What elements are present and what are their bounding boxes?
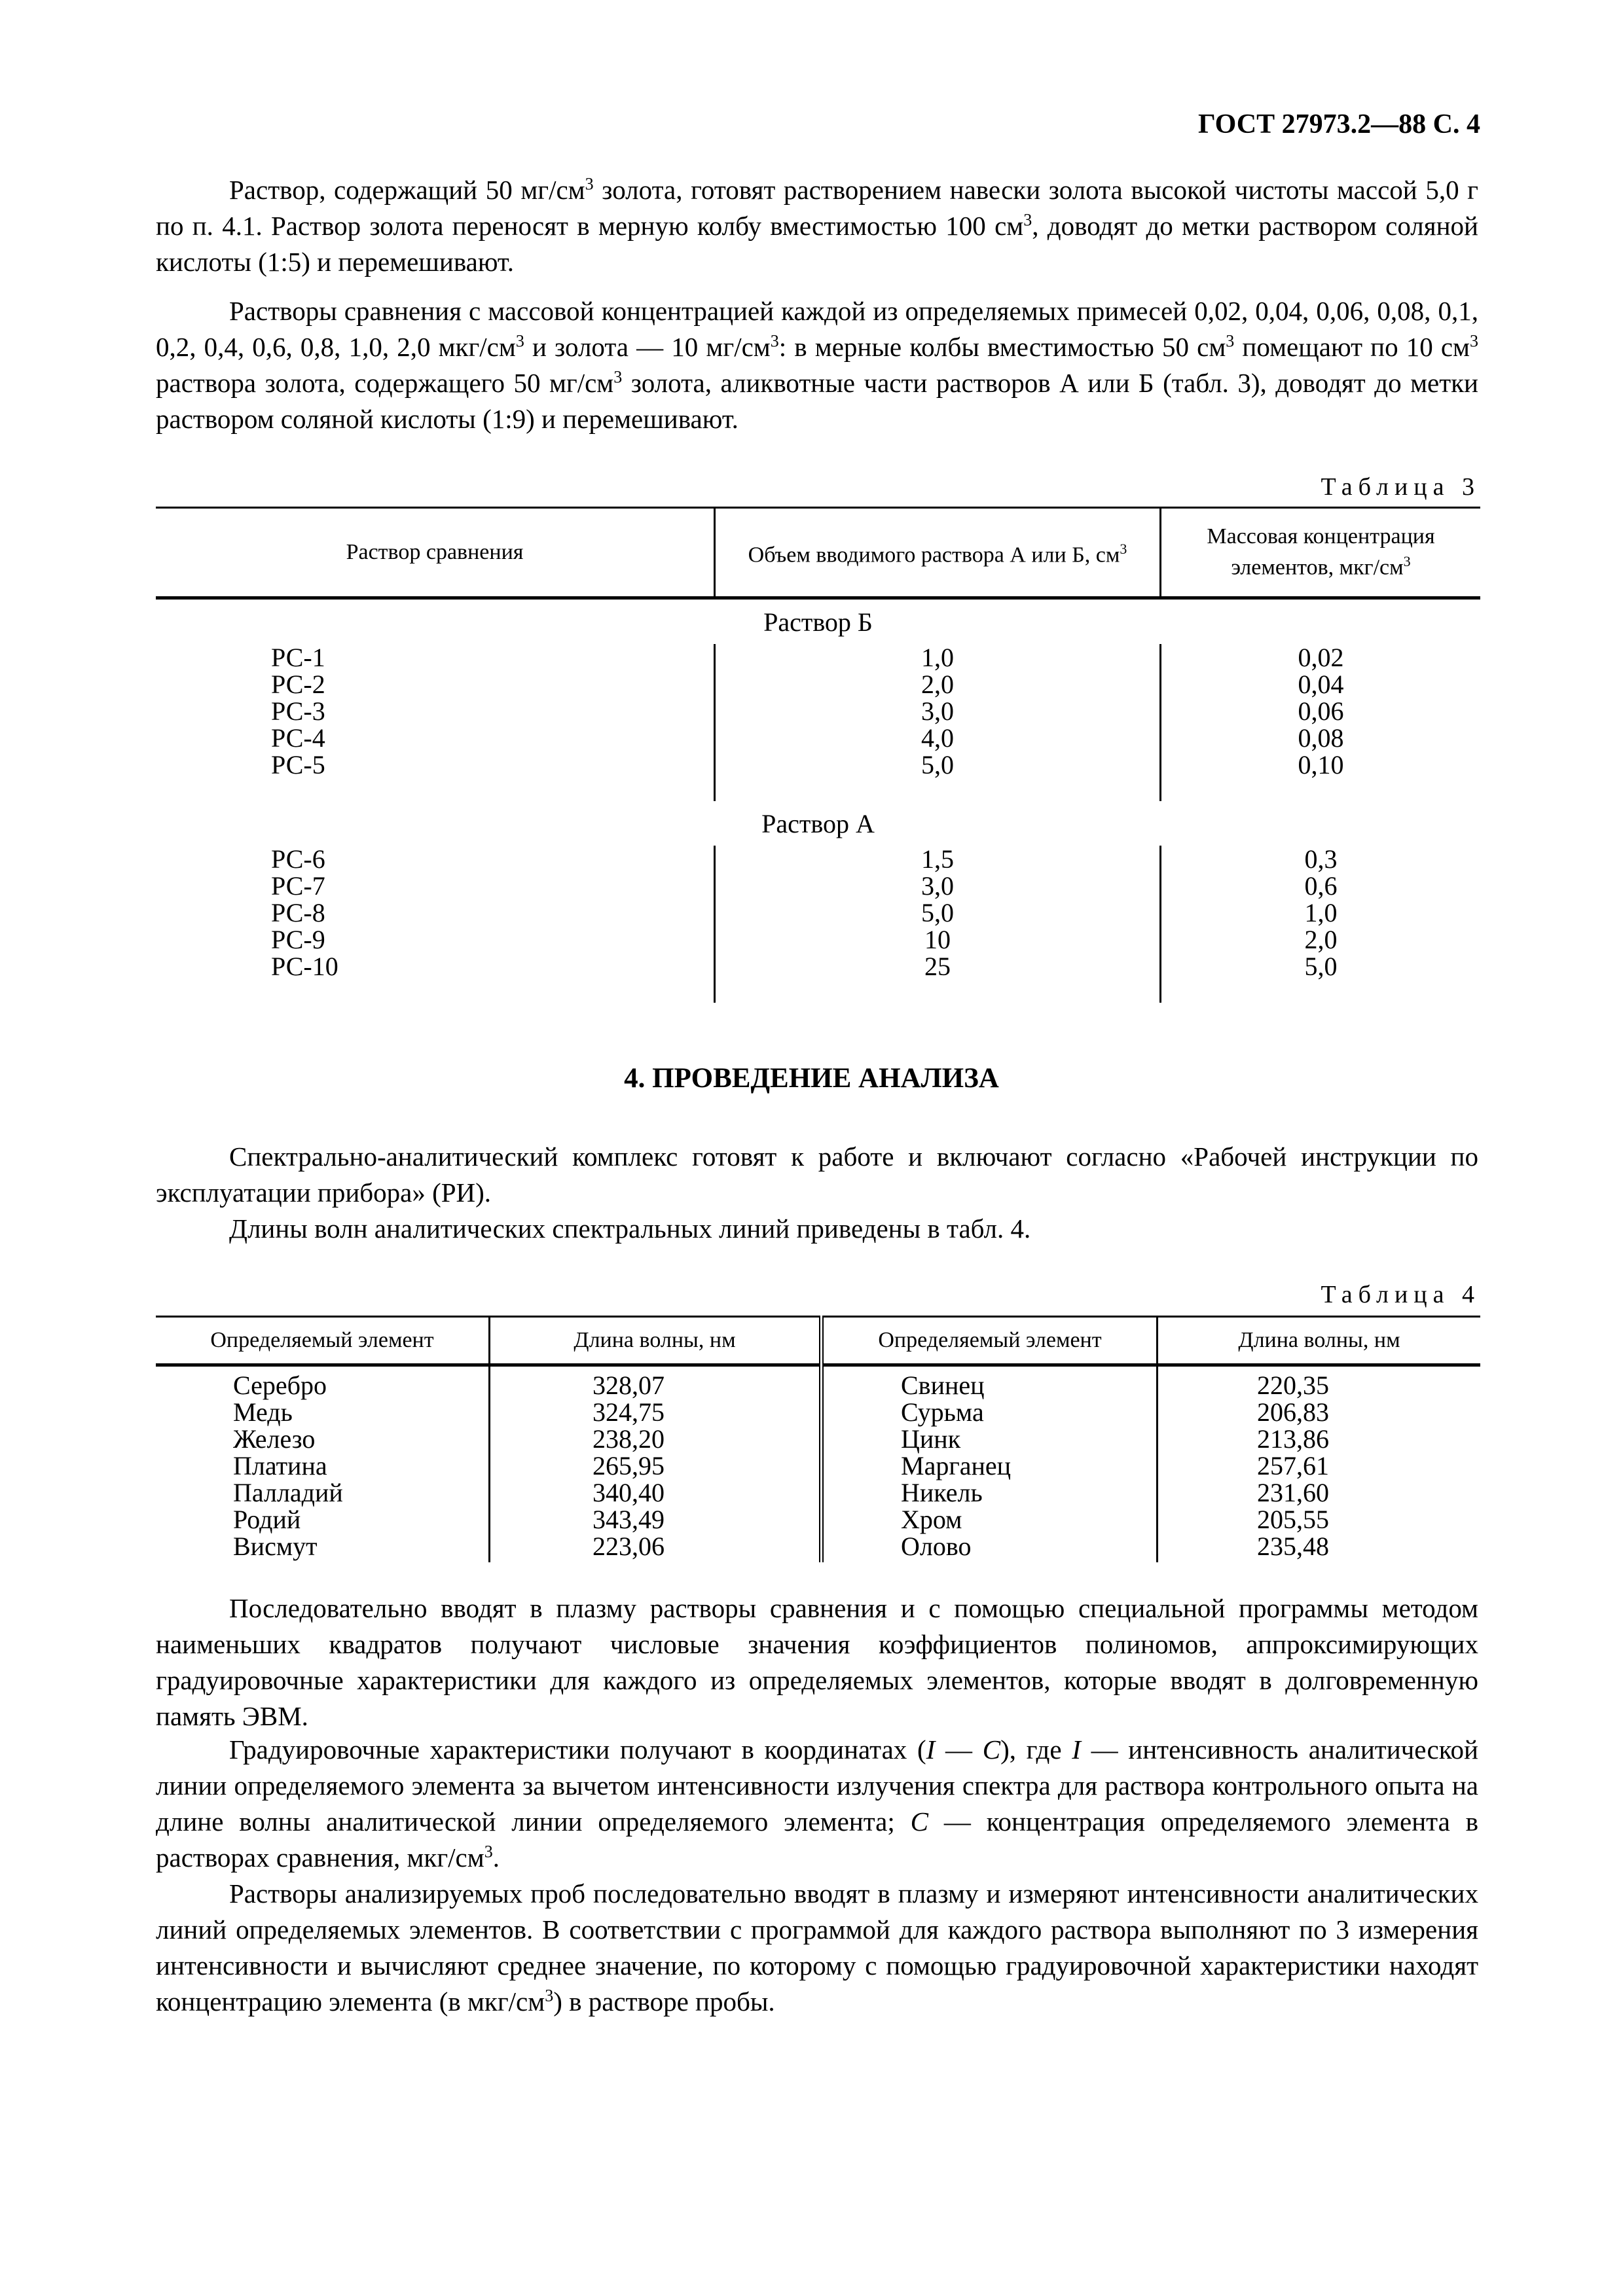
table4-caption: Таблица 4 bbox=[1321, 1281, 1480, 1308]
table-4 bbox=[156, 1316, 1480, 1562]
table4-col-element-left bbox=[156, 1365, 490, 1563]
table4-header-wavelength-left: Длина волны, нм bbox=[490, 1317, 822, 1365]
paragraph-least-squares: Последовательно вводят в плазму растворы сравнения и с помощью специальной программы методом наименьших квадратов получают числовые значения коэффициентов полиномов, аппроксимирующих градуировочные характеристики для каждого из определяемых элементов, которые вводят в долговременную память ЭВМ. bbox=[156, 1593, 1478, 1731]
table4-header-wavelength-right: Длина волны, нм bbox=[1158, 1317, 1481, 1365]
paragraph-complex-setup: Спектрально-аналитический комплекс готовят к работе и включают согласно «Рабочей инструкции по эксплуатации прибора» (РИ). bbox=[156, 1141, 1478, 1208]
table3-group-a: Раствор А bbox=[761, 808, 875, 838]
table4-header-element-left: Определяемый элемент bbox=[156, 1317, 490, 1365]
table3-col-solution bbox=[156, 846, 715, 1003]
table3-col-solution bbox=[156, 644, 715, 801]
table-cell: РС-6 bbox=[271, 844, 325, 874]
table-cell: Свинец bbox=[901, 1371, 985, 1400]
table-cell: Висмут bbox=[233, 1532, 318, 1561]
table-cell: 5,0 bbox=[921, 898, 954, 927]
table-cell: 223,06 bbox=[593, 1532, 665, 1561]
table-cell: Палладий bbox=[233, 1478, 343, 1507]
table-cell: 0,04 bbox=[1298, 670, 1344, 699]
table-cell: РС-7 bbox=[271, 871, 325, 901]
table3-col-concentration bbox=[1161, 846, 1481, 1003]
table-cell: РС-5 bbox=[271, 750, 325, 780]
table-cell: 235,48 bbox=[1257, 1532, 1329, 1561]
table-cell: 0,02 bbox=[1298, 643, 1344, 672]
table-cell: 1,5 bbox=[921, 844, 954, 874]
table-cell: 324,75 bbox=[593, 1397, 665, 1427]
table3-header-volume: Объем вводимого раствора А или Б, $см^3$ bbox=[715, 508, 1161, 598]
table3-col-volume bbox=[715, 644, 1161, 801]
table-cell: 5,0 bbox=[1304, 952, 1338, 981]
table-cell: 238,20 bbox=[593, 1424, 665, 1454]
table4-header-element-right: Определяемый элемент bbox=[822, 1317, 1158, 1365]
table-cell: 0,08 bbox=[1298, 723, 1344, 753]
table-3 bbox=[156, 507, 1480, 1003]
table-cell: Сурьма bbox=[901, 1397, 984, 1427]
table-cell: 340,40 bbox=[593, 1478, 665, 1507]
table-cell: 2,0 bbox=[921, 670, 954, 699]
table-cell: Цинк bbox=[901, 1424, 961, 1454]
table3-col-volume bbox=[715, 846, 1161, 1003]
table-cell: 2,0 bbox=[1304, 925, 1338, 954]
table-cell: 4,0 bbox=[921, 723, 954, 753]
table4-col-element-right bbox=[822, 1365, 1158, 1563]
table-cell: Серебро bbox=[233, 1371, 327, 1400]
table3-col-concentration bbox=[1161, 644, 1481, 801]
paragraph-sample-analysis: Растворы анализируемых проб последовательно вводят в плазму и измеряют интенсивности аналитических линий определяемых элементов. В соответствии с программой для каждого раствора выполняют по 3 измерения интенсивности и вычисляют среднее значение, по которому с помощью градуировочной характеристики находят концентрацию элемента (в мкг/$см^3$) в растворе пробы. bbox=[156, 1878, 1478, 2017]
table-cell: 343,49 bbox=[593, 1505, 665, 1534]
table-cell: 3,0 bbox=[921, 871, 954, 901]
table-cell: РС-8 bbox=[271, 898, 325, 927]
table-cell: 206,83 bbox=[1257, 1397, 1329, 1427]
paragraph-wavelengths: Длины волн аналитических спектральных линий приведены в табл. 4. bbox=[229, 1213, 1031, 1244]
table-cell: 257,61 bbox=[1257, 1451, 1329, 1480]
table-cell: 25 bbox=[924, 952, 951, 981]
table-cell: РС-3 bbox=[271, 696, 325, 726]
table-cell: 3,0 bbox=[921, 696, 954, 726]
table-cell: РС-1 bbox=[271, 643, 325, 672]
table-cell: Железо bbox=[233, 1424, 316, 1454]
table4-col-wavelength-left bbox=[490, 1365, 822, 1563]
table-cell: Марганец bbox=[901, 1451, 1012, 1480]
table-cell: РС-2 bbox=[271, 670, 325, 699]
paragraph-reference-solutions: Растворы сравнения с массовой концентрацией каждой из определяемых примесей 0,02, 0,04, 0,06, 0,08, 0,1, 0,2, 0,4, 0,6, 0,8, 1,0, 2,0 мкг/$см^3$ и золота — 10 $мг/см^3$: в мерные колбы вместимостью 50 $см^3$ помещают по 10 $см^3$ раствора золота, содержащего 50 $мг/см^3$ золота, аликвотные части растворов А или Б (табл. 3), доводят до метки раствором соляной кислоты (1:9) и перемешивают. bbox=[156, 296, 1478, 434]
table-cell: Никель bbox=[901, 1478, 983, 1507]
paragraph-calibration: Градуировочные характеристики получают в координатах (I — C), где I — интенсивность аналитической линии определяемого элемента за вычетом интенсивности излучения спектра для раствора контрольного опыта на длине волны аналитической линии определяемого элемента; C — концентрация определяемого элемента в растворах сравнения, мкг/$см^3$. bbox=[156, 1734, 1479, 1873]
table-cell: 328,07 bbox=[593, 1371, 665, 1400]
table-cell: РС-4 bbox=[271, 723, 325, 753]
table-cell: 0,06 bbox=[1298, 696, 1344, 726]
table-cell: РС-9 bbox=[271, 925, 325, 954]
table-cell: Платина bbox=[233, 1451, 327, 1480]
table-cell: 265,95 bbox=[593, 1451, 665, 1480]
table-cell: Олово bbox=[901, 1532, 972, 1561]
table-cell: 0,6 bbox=[1304, 871, 1338, 901]
table-cell: 5,0 bbox=[921, 750, 954, 780]
table-cell: 205,55 bbox=[1257, 1505, 1329, 1534]
table3-header-concentration: Массовая концентрация элементов, мкг/$см^3$ bbox=[1161, 508, 1481, 598]
table-cell: 10 bbox=[924, 925, 951, 954]
table3-group-b: Раствор Б bbox=[763, 607, 873, 637]
table3-caption: Таблица 3 bbox=[1321, 473, 1480, 501]
table-cell: 231,60 bbox=[1257, 1478, 1329, 1507]
section-title: 4. ПРОВЕДЕНИЕ АНАЛИЗА bbox=[624, 1063, 999, 1094]
table-cell: 213,86 bbox=[1257, 1424, 1329, 1454]
table-cell: 0,3 bbox=[1304, 844, 1338, 874]
table-cell: РС-10 bbox=[271, 952, 338, 981]
table-cell: Медь bbox=[233, 1397, 293, 1427]
table4-col-wavelength-right bbox=[1158, 1365, 1481, 1563]
page-header: ГОСТ 27973.2—88 С. 4 bbox=[1197, 109, 1480, 139]
table-cell: 1,0 bbox=[1304, 898, 1338, 927]
paragraph-gold-solution: Раствор, содержащий 50 $мг/см^3$ золота, готовят растворением навески золота высокой чистоты массой 5,0 г по п. 4.1. Раствор золота переносят в мерную колбу вместимостью 100 $см^3$, доводят до метки раствором соляной кислоты (1:5) и перемешивают. bbox=[156, 174, 1478, 277]
table-cell: 0,10 bbox=[1298, 750, 1344, 780]
table-cell: Родий bbox=[233, 1505, 301, 1534]
table3-header-solution: Раствор сравнения bbox=[156, 508, 715, 598]
table-cell: 220,35 bbox=[1257, 1371, 1329, 1400]
table-cell: Хром bbox=[901, 1505, 962, 1534]
table-cell: 1,0 bbox=[921, 643, 954, 672]
